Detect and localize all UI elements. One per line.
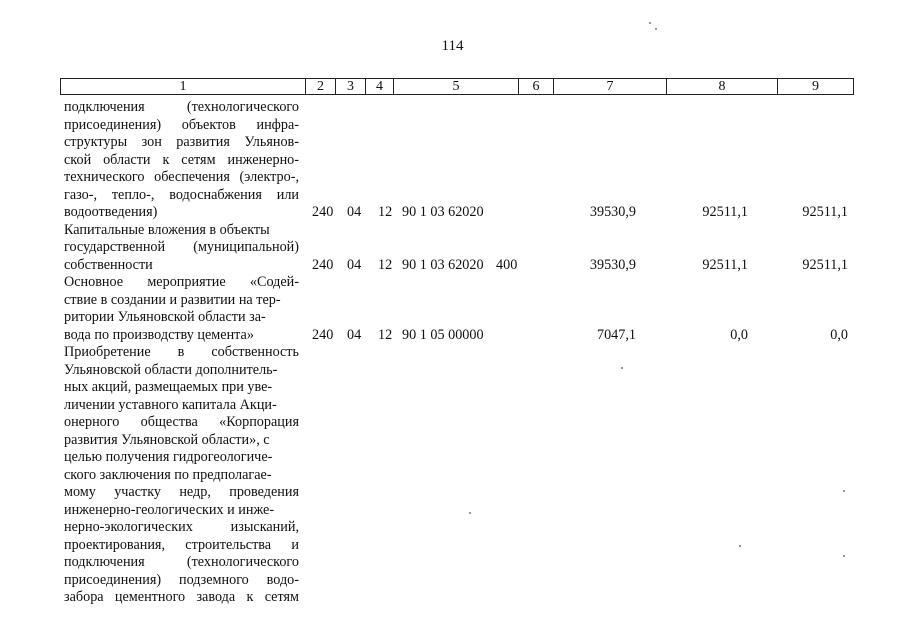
text-word: изысканий, bbox=[230, 519, 299, 535]
cell-c4: 12 bbox=[378, 326, 393, 343]
row-text-line bbox=[64, 572, 299, 589]
text-word: проведения bbox=[229, 484, 299, 500]
text-word: ствие в создании и развитии на тер- bbox=[64, 291, 281, 308]
text-word: личении уставного капитала Акци- bbox=[64, 396, 277, 413]
cell-c6: 400 bbox=[496, 256, 518, 273]
scan-speck bbox=[655, 28, 657, 30]
row-text-line bbox=[64, 117, 299, 134]
text-word: цементного bbox=[114, 589, 186, 605]
cell-c3: 04 bbox=[347, 256, 362, 273]
text-word: развития Ульяновской области», с bbox=[64, 431, 270, 448]
table-header bbox=[60, 78, 854, 95]
text-word: мероприятие bbox=[147, 274, 226, 290]
row-text-line bbox=[64, 309, 299, 326]
row-text-line bbox=[64, 397, 299, 414]
cell-c2: 240 bbox=[312, 326, 334, 343]
text-word: собственности bbox=[64, 256, 153, 273]
text-word: инженерно-геологических и инже- bbox=[64, 501, 275, 518]
cell-c8: 92511,1 bbox=[702, 204, 748, 220]
text-word: и bbox=[291, 536, 299, 553]
header-col-2: 2 bbox=[305, 79, 335, 94]
text-word: нерно-экологических bbox=[64, 519, 193, 535]
cell-c3: 04 bbox=[347, 326, 362, 343]
header-col-3: 3 bbox=[335, 79, 365, 94]
text-word: водоотведения) bbox=[64, 204, 158, 220]
text-word: государственной bbox=[64, 239, 166, 255]
text-word: сетям bbox=[264, 589, 299, 605]
cell-c5: 90 1 03 62020 bbox=[402, 256, 484, 273]
text-word: Ульянов- bbox=[244, 134, 299, 150]
text-word: (технологического bbox=[186, 99, 299, 115]
row-text-line bbox=[64, 257, 299, 274]
cell-c4: 12 bbox=[378, 204, 393, 220]
text-word: зон bbox=[141, 134, 162, 150]
cell-c8: 92511,1 bbox=[702, 256, 748, 273]
text-word: (технологического bbox=[186, 554, 299, 570]
text-word: в bbox=[177, 344, 185, 360]
row-text-line bbox=[64, 484, 299, 501]
cell-c2: 240 bbox=[312, 256, 334, 273]
text-word: ных акций, размещаемых при уве- bbox=[64, 379, 273, 395]
text-word: обеспечения bbox=[154, 169, 230, 185]
cell-c7: 39530,9 bbox=[589, 204, 636, 220]
text-word: водоснабжения bbox=[169, 186, 262, 203]
row-text-line bbox=[64, 589, 299, 606]
text-word: строительства bbox=[185, 536, 272, 553]
text-word: онерного bbox=[64, 414, 120, 430]
row-text-line bbox=[64, 292, 299, 309]
cell-c9: 0,0 bbox=[830, 326, 848, 343]
cell-c7: 7047,1 bbox=[596, 326, 636, 343]
row-text-line bbox=[64, 519, 299, 536]
text-word: к bbox=[162, 151, 170, 168]
text-word: сетям bbox=[181, 151, 216, 168]
row-text-line bbox=[64, 134, 299, 151]
header-col-8: 8 bbox=[666, 79, 777, 94]
cell-c5: 90 1 03 62020 bbox=[402, 204, 484, 220]
cell-c9: 92511,1 bbox=[802, 256, 848, 273]
row-text-line bbox=[64, 274, 299, 291]
text-word: недр, bbox=[179, 484, 211, 500]
text-word: проектирования, bbox=[64, 536, 166, 553]
text-word: ритории Ульяновской области за- bbox=[64, 309, 266, 325]
text-word: подключения bbox=[64, 99, 145, 115]
row-text-line bbox=[64, 152, 299, 169]
text-word: тепло-, bbox=[111, 186, 155, 203]
cell-c3: 04 bbox=[347, 204, 362, 220]
text-word: ского заключения по предполагае- bbox=[64, 466, 272, 483]
text-word: Приобретение bbox=[64, 344, 151, 360]
text-word: инфра- bbox=[256, 116, 299, 133]
row-text-line bbox=[64, 327, 299, 344]
cell-c2: 240 bbox=[312, 204, 334, 220]
header-col-1: 1 bbox=[179, 79, 187, 94]
scan-speck bbox=[469, 512, 471, 514]
text-word: подземного bbox=[178, 571, 249, 588]
text-word: или bbox=[276, 186, 299, 203]
cell-c8: 0,0 bbox=[730, 326, 748, 343]
row-text-line bbox=[64, 187, 299, 204]
row-text-line bbox=[64, 502, 299, 519]
text-word: целью получения гидрогеологиче- bbox=[64, 449, 273, 465]
cell-c5: 90 1 05 00000 bbox=[402, 326, 484, 343]
text-word: к bbox=[246, 589, 254, 605]
text-word: завода bbox=[196, 589, 236, 605]
row-text-line bbox=[64, 467, 299, 484]
row-text-line bbox=[64, 554, 299, 571]
header-col-6: 6 bbox=[518, 79, 553, 94]
text-word: технического bbox=[64, 169, 145, 185]
text-word: собственность bbox=[211, 344, 299, 360]
text-word: (электро-, bbox=[239, 169, 299, 185]
text-word: забора bbox=[64, 589, 104, 605]
text-word: присоединения) bbox=[64, 571, 162, 588]
text-word: «Корпорация bbox=[219, 414, 299, 430]
row-text-line bbox=[64, 99, 299, 116]
text-word: инженерно- bbox=[227, 151, 299, 168]
text-word: участку bbox=[114, 484, 162, 500]
row-text-line bbox=[64, 537, 299, 554]
header-col-9: 9 bbox=[777, 79, 853, 94]
text-word: присоединения) bbox=[64, 116, 162, 133]
text-word: газо-, bbox=[64, 186, 98, 203]
text-word: структуры bbox=[64, 134, 128, 150]
cell-c4: 12 bbox=[378, 256, 393, 273]
scan-speck bbox=[843, 490, 845, 492]
row-text-line bbox=[64, 432, 299, 449]
text-word: (муниципальной) bbox=[193, 239, 299, 255]
text-word: «Содей- bbox=[249, 274, 299, 290]
header-col-7: 7 bbox=[553, 79, 666, 94]
text-word: области bbox=[103, 151, 151, 168]
row-text-line bbox=[64, 204, 299, 221]
cell-c9: 92511,1 bbox=[802, 204, 848, 220]
scan-speck bbox=[649, 22, 651, 24]
text-word: подключения bbox=[64, 554, 145, 570]
row-text-line bbox=[64, 449, 299, 466]
row-text-line bbox=[64, 362, 299, 379]
scan-speck bbox=[843, 555, 845, 557]
text-word: водо- bbox=[266, 571, 299, 588]
row-text-line bbox=[64, 379, 299, 396]
header-col-4: 4 bbox=[365, 79, 393, 94]
text-word: Основное bbox=[64, 274, 124, 290]
text-word: общества bbox=[140, 414, 198, 430]
row-text-line bbox=[64, 222, 299, 239]
text-word: развития bbox=[176, 134, 230, 150]
text-word: Капитальные вложения в объекты bbox=[64, 221, 270, 238]
row-text-line bbox=[64, 344, 299, 361]
cell-c7: 39530,9 bbox=[589, 256, 636, 273]
row-text-line bbox=[64, 169, 299, 186]
text-word: ской bbox=[64, 151, 92, 168]
row-text-line bbox=[64, 414, 299, 431]
page-number: 114 bbox=[441, 38, 464, 54]
text-word: Ульяновской области дополнитель- bbox=[64, 361, 278, 378]
scan-speck bbox=[621, 367, 623, 369]
scan-speck bbox=[739, 545, 741, 547]
row-text-line bbox=[64, 239, 299, 256]
text-word: объектов bbox=[181, 116, 236, 133]
header-col-5: 5 bbox=[393, 79, 518, 94]
text-word: мому bbox=[64, 484, 96, 500]
text-word: вода по производству цемента» bbox=[64, 326, 254, 343]
